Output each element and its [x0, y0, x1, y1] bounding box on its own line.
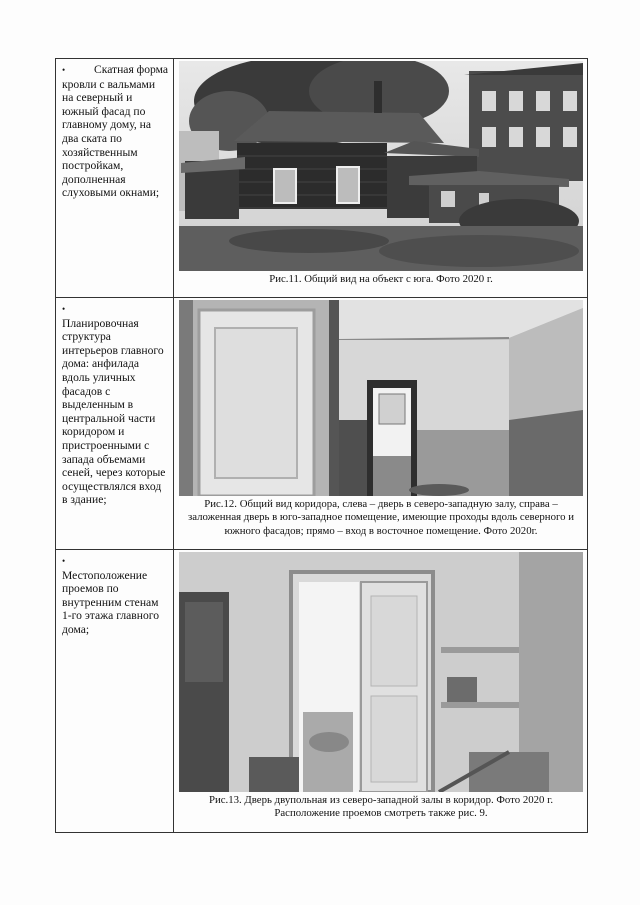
table-row	[56, 298, 588, 550]
table-row	[56, 59, 588, 298]
photo-double-door	[179, 552, 583, 792]
photo-cell	[174, 298, 588, 550]
photo-caption: Рис.12. Общий вид коридора, слева – дверь в северо-западную залу, справа – заложенная дверь в юго-западное помещение, имеющие проходы вдоль северного и южного фасадов; прямо – вход в восточное помещение. Фото 2020г.	[188, 498, 574, 537]
feature-text: Планировочная структура интерьеров главного дома: анфилада вдоль уличных фасадов с выделенным в центральной части коридором и пристроенными с запада объемами сеней, через которые осуществлялся вход в здание;	[62, 316, 166, 507]
feature-text: Скатная форма кровли с вальмами на северный и южный фасад по главному дому, на два ската по хозяйственным постройкам, дополненная слуховыми окнами;	[62, 63, 169, 200]
feature-description-cell	[56, 298, 174, 550]
photo-house-south-view	[179, 61, 583, 271]
photo-cell	[174, 59, 588, 298]
feature-description-cell	[56, 59, 174, 298]
photo-cell	[174, 550, 588, 833]
table-row	[56, 550, 588, 833]
photo-caption: Рис.11. Общий вид на объект с юга. Фото 2020 г.	[269, 273, 493, 285]
bullet-marker: •	[62, 65, 66, 75]
feature-description-cell	[56, 550, 174, 833]
bullet-marker: •	[62, 304, 66, 314]
photo-corridor-interior	[179, 300, 583, 496]
bullet-marker: •	[62, 556, 66, 566]
features-table	[55, 58, 588, 833]
photo-caption: Рис.13. Дверь двупольная из северо-западной залы в коридор. Фото 2020 г. Расположение проемов смотреть также рис. 9.	[208, 794, 554, 820]
feature-text: Местоположение проемов по внутренним стенам 1-го этажа главного дома;	[62, 568, 160, 636]
